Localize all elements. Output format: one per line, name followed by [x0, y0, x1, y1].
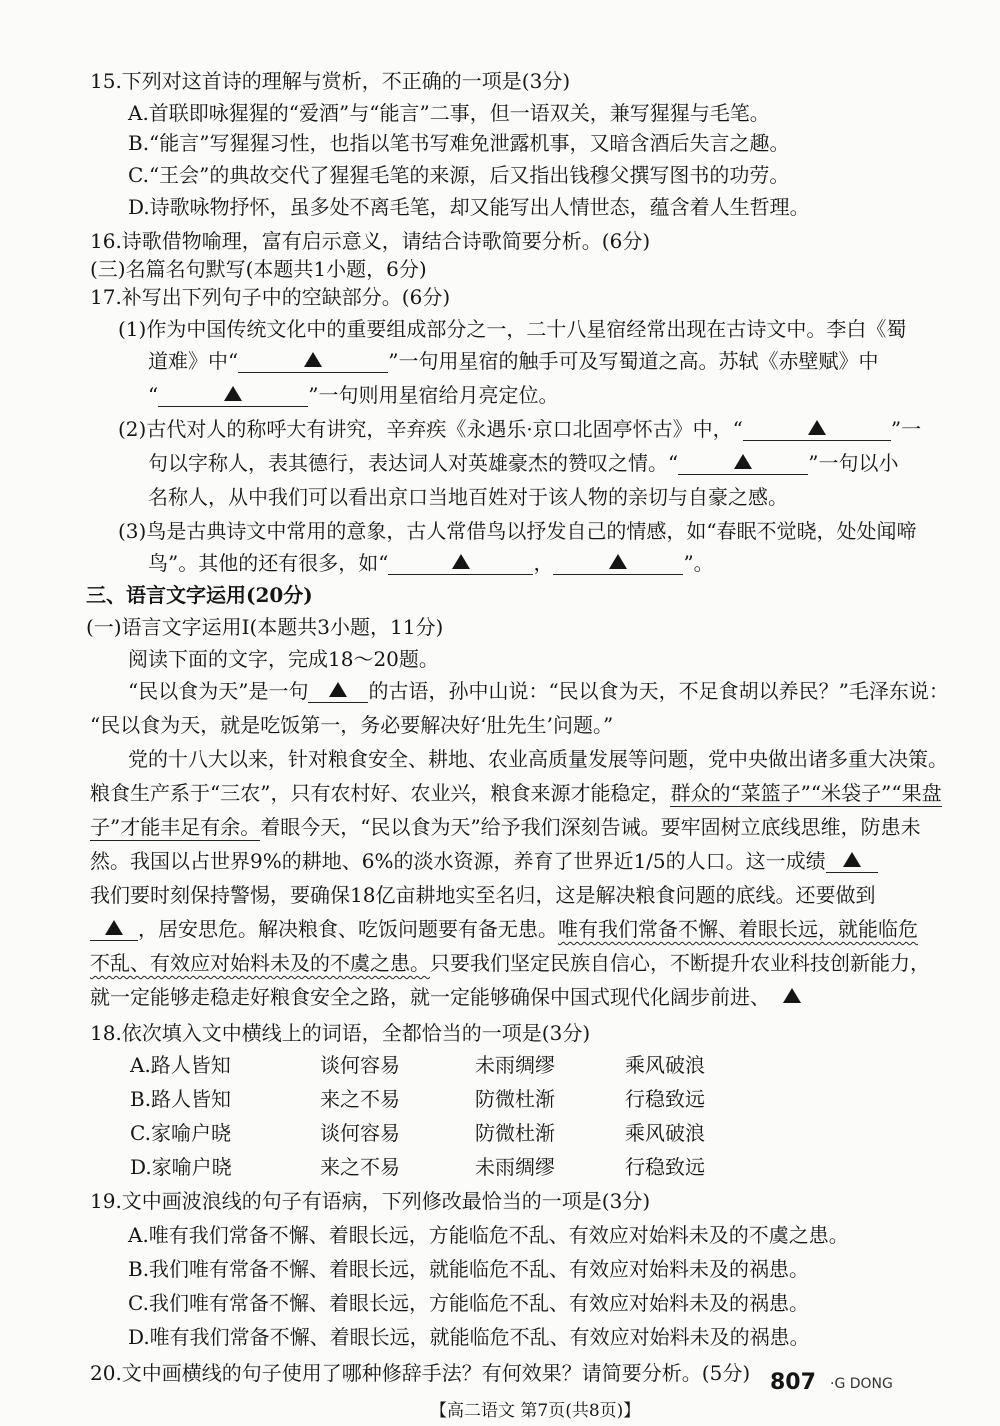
q18-c-word3: 防微杜渐 [475, 1121, 555, 1145]
q15-option-c: C.“王会”的典故交代了猩猩毛笔的来源，后又指出钱穆父撰写图书的功劳。 [128, 163, 790, 187]
q17-stem: 17.补写出下列句子中的空缺部分。(6分) [90, 285, 451, 309]
q18-d-word1: D.家喻户晓 [130, 1155, 232, 1179]
q18-c-word2: 谈何容易 [320, 1121, 400, 1145]
triangle-marker-icon [808, 420, 826, 435]
underlined-sentence: 群众的“菜篮子”“米袋子”“果盘 [670, 781, 942, 805]
q18-b-word2: 来之不易 [320, 1087, 400, 1111]
part3-subtitle: (一)语言文字运用Ⅰ(本题共3小题，11分) [86, 615, 444, 639]
q16-stem: 16.诗歌借物喻理，富有启示意义，请结合诗歌简要分析。(6分) [90, 229, 651, 253]
passage-line-1: “民以食为天”是一句 的古语，孙中山说：“民以食为天，不足食胡以养民？”毛泽东说： [128, 679, 949, 703]
triangle-marker-icon [734, 454, 752, 469]
passage-line-5: 子”才能丰足有余。着眼今天，“民以食为天”给予我们深刻告诫。要牢固树立底线思维，防患未 [90, 815, 921, 839]
q19-stem: 19.文中画波浪线的句子有语病，下列修改最恰当的一项是(3分) [90, 1189, 651, 1213]
passage-line-6: 然。我国以占世界9%的耕地、6%的淡水资源，养育了世界近1/5的人口。这一成绩 [90, 846, 878, 876]
underlined-sentence-end: 子”才能丰足有余。 [90, 815, 261, 839]
answer-blank-5[interactable] [388, 552, 533, 575]
answer-blank-4[interactable] [678, 452, 808, 475]
q18-a-word4: 乘风破浪 [625, 1053, 705, 1077]
triangle-marker-icon [452, 554, 470, 569]
section3-title: (三)名篇名句默写(本题共1小题，6分) [90, 257, 427, 281]
triangle-marker-icon [329, 682, 347, 697]
triangle-marker-icon [843, 852, 861, 867]
q15-option-d: D.诗歌咏物抒怀，虽多处不离毛笔，却又能写出人情世态，蕴含着人生哲理。 [128, 195, 810, 219]
q18-b-word1: B.路人皆知 [130, 1087, 232, 1111]
q15-option-b: B.“能言”写猩猩习性，也指以笔书写难免泄露机事，又暗含酒后失言之趣。 [128, 131, 790, 155]
q18-d-word3: 未雨绸缪 [475, 1155, 555, 1179]
q18-c-word4: 乘风破浪 [625, 1121, 705, 1145]
q18-c-word1: C.家喻户晓 [130, 1121, 231, 1145]
q17-p3-line1: (3)鸟是古典诗文中常用的意象，古人常借鸟以抒发自己的情感，如“春眠不觉晓，处处闻啼 [118, 519, 917, 543]
passage-line-8: ，居安思危。解决粮食、吃饭问题要有备无患。唯有我们常备不懈、着眼长远，就能临危 [90, 914, 918, 944]
answer-blank-3[interactable] [743, 418, 891, 441]
q18-d-word4: 行稳致远 [625, 1155, 705, 1179]
triangle-marker-icon [609, 554, 627, 569]
q18-a-word3: 未雨绸缪 [475, 1053, 555, 1077]
wavy-sentence: 唯有我们常备不懈、着眼长远，就能临危 [558, 917, 918, 941]
page-code: 807 [770, 1370, 816, 1395]
q19-option-b: B.我们唯有常备不懈、着眼长远，就能临危不乱、有效应对始料未及的祸患。 [128, 1257, 810, 1281]
q17-p1-line1: (1)作为中国传统文化中的重要组成部分之一，二十八星宿经常出现在古诗文中。李白《蜀 [118, 317, 907, 341]
q18-b-word4: 行稳致远 [625, 1087, 705, 1111]
answer-blank-1[interactable] [238, 350, 388, 373]
q19-option-d: D.唯有我们常备不懈、着眼长远，就能临危不乱、有效应对始料未及的祸患。 [128, 1325, 810, 1349]
q15-stem: 15.下列对这首诗的理解与赏析，不正确的一项是(3分) [90, 69, 571, 93]
passage-blank-1[interactable] [308, 680, 368, 703]
q17-p3-line2: 鸟”。其他的还有很多，如“ ， ”。 [148, 551, 714, 575]
triangle-marker-icon [224, 386, 242, 401]
part3-title: 三、语言文字运用(20分) [86, 583, 313, 607]
passage-blank-2[interactable] [826, 850, 878, 873]
q18-d-word2: 来之不易 [320, 1155, 400, 1179]
passage-intro: 阅读下面的文字，完成18～20题。 [128, 647, 439, 671]
q15-option-a: A.首联即咏猩猩的“爱酒”与“能言”二事，但一语双关，兼写猩猩与毛笔。 [128, 101, 770, 125]
q19-option-c: C.我们唯有常备不懈、着眼长远，方能临危不乱、有效应对始料未及的祸患。 [128, 1291, 809, 1315]
passage-line-4: 粮食生产系于“三农”，只有农村好、农业兴，粮食来源才能稳定，群众的“菜篮子”“米袋子”“果盘 [90, 781, 942, 805]
answer-blank-6[interactable] [553, 552, 683, 575]
passage-line-3: 党的十八大以来，针对粮食安全、耕地、农业高质量发展等问题，党中央做出诸多重大决策。 [128, 747, 948, 771]
page-footer: 【高二语文 第7页(共8页)】 [430, 1401, 641, 1421]
q18-a-word2: 谈何容易 [320, 1053, 400, 1077]
triangle-marker-icon [783, 988, 801, 1003]
triangle-marker-icon [105, 920, 123, 935]
answer-blank-2[interactable] [158, 384, 308, 407]
q18-b-word3: 防微杜渐 [475, 1087, 555, 1111]
q17-p1-line2: 道难》中“ ”一句用星宿的触手可及写蜀道之高。苏轼《赤壁赋》中 [148, 349, 879, 373]
q18-stem: 18.依次填入文中横线上的词语，全都恰当的一项是(3分) [90, 1021, 591, 1045]
passage-blank-4[interactable] [770, 986, 814, 1008]
q20-stem: 20.文中画横线的句子使用了哪种修辞手法？有何效果？请简要分析。(5分) [90, 1361, 751, 1385]
triangle-marker-icon [304, 352, 322, 367]
q17-p2-line2: 句以字称人，表其德行，表达词人对英雄豪杰的赞叹之情。“ ”一句以小 [148, 451, 899, 475]
passage-blank-3[interactable] [90, 918, 138, 941]
passage-line-10: 就一定能够走稳走好粮食安全之路，就一定能够确保中国式现代化阔步前进、 [90, 982, 814, 1012]
q18-a-word1: A.路人皆知 [130, 1053, 231, 1077]
q19-option-a: A.唯有我们常备不懈、着眼长远，方能临危不乱、有效应对始料未及的不虞之患。 [128, 1223, 849, 1247]
q17-p1-line3: “ ”一句则用星宿给月亮定位。 [148, 383, 559, 407]
passage-line-2: “民以食为天，就是吃饭第一，务必要解决好‘肚先生’问题。” [90, 713, 614, 737]
q17-p2-line1: (2)古代对人的称呼大有讲究，辛弃疾《永遇乐·京口北固亭怀古》中，“ ”一 [118, 417, 922, 441]
side-code: ·G DONG [830, 1376, 893, 1392]
wavy-sentence-end: 不乱、有效应对始料未及的不虞之患。 [90, 951, 430, 975]
passage-line-9: 不乱、有效应对始料未及的不虞之患。只要我们坚定民族自信心，不断提升农业科技创新能力， [90, 951, 930, 975]
q17-p2-line3: 名称人，从中我们可以看出京口当地百姓对于该人物的亲切与自豪之感。 [148, 485, 788, 509]
passage-line-7: 我们要时刻保持警惕，要确保18亿亩耕地实至名归，这是解决粮食问题的底线。还要做到 [90, 883, 876, 907]
